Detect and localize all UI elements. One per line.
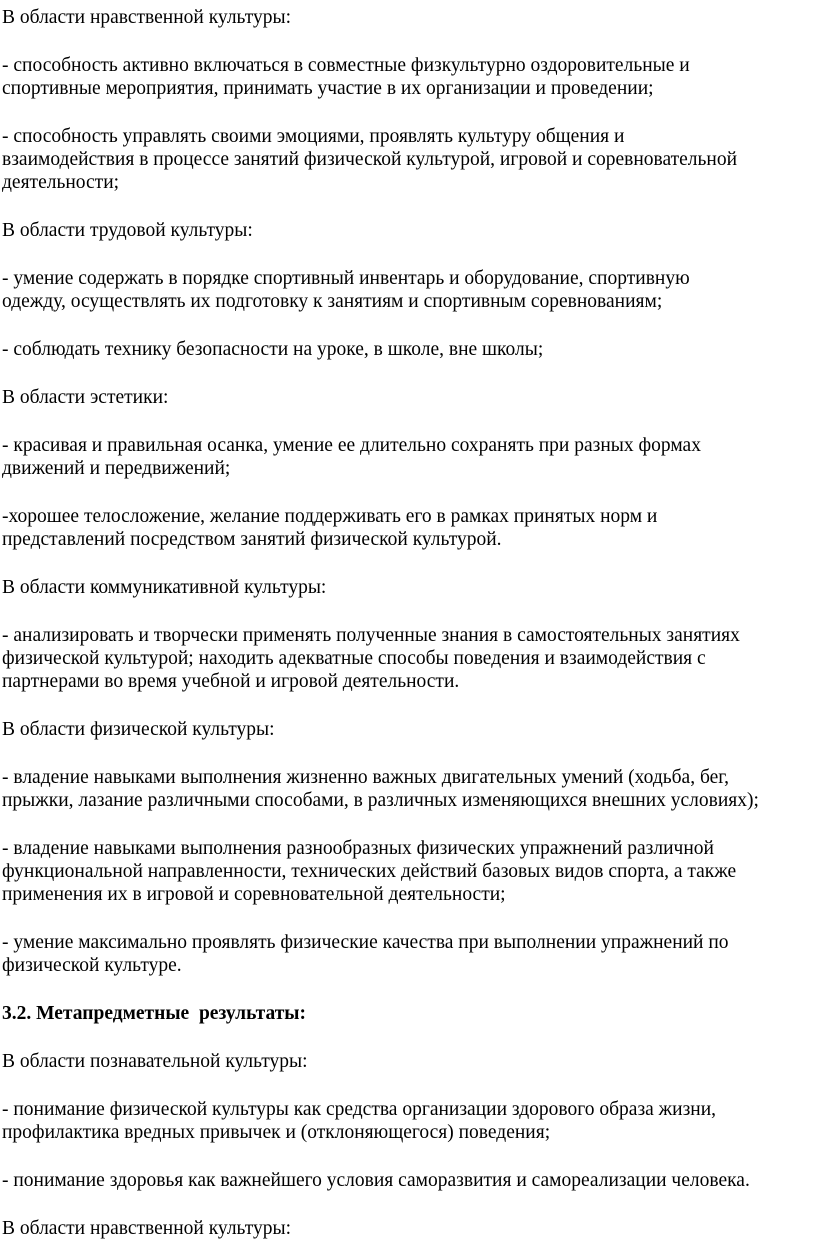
paragraph-cognitive-item-1: - понимание физической культуры как средства организации здорового образа жизни, профилактика вредных привычек и (отклоняющегося) поведения;	[2, 1099, 717, 1143]
paragraph-aesthetics-item-2: -хорошее телосложение, желание поддерживать его в рамках принятых норм и представлений посредством занятий физической культурой.	[2, 506, 658, 550]
paragraph-labor-item-1: - умение содержать в порядке спортивный инвентарь и оборудование, спортивную одежду, осуществлять их подготовку к занятиям и спортивным соревнованиям;	[2, 268, 690, 312]
paragraph-moral-culture-heading: В области нравственной культуры:	[2, 7, 291, 28]
paragraph-aesthetics-item-1: - красивая и правильная осанка, умение ее длительно сохранять при разных формах движений и передвижений;	[2, 435, 701, 479]
paragraph-physical-heading: В области физической культуры:	[2, 719, 275, 740]
paragraph-moral-item-2: - способность управлять своими эмоциями, проявлять культуру общения и взаимодействия в процессе занятий физической культурой, игровой и соревновательной деятельности;	[2, 126, 738, 193]
paragraph-communicative-heading: В области коммуникативной культуры:	[2, 577, 327, 598]
section-heading-metasubject-results: 3.2. Метапредметные результаты:	[2, 1003, 307, 1024]
paragraph-cognitive-item-2: - понимание здоровья как важнейшего условия саморазвития и самореализации человека.	[2, 1170, 750, 1191]
paragraph-communicative-item-1: - анализировать и творчески применять полученные знания в самостоятельных занятиях физической культурой; находить адекватные способы поведения и взаимодействия с партнерами во время учебной и игровой деятельности.	[2, 625, 740, 692]
paragraph-physical-item-3: - умение максимально проявлять физические качества при выполнении упражнений по физической культуре.	[2, 932, 729, 976]
paragraph-physical-item-1: - владение навыками выполнения жизненно важных двигательных умений (ходьба, бег, прыжки, лазание различными способами, в различных изменяющихся внешних условиях);	[2, 767, 759, 811]
paragraph-labor-culture-heading: В области трудовой культуры:	[2, 220, 253, 241]
paragraph-physical-item-2: - владение навыками выполнения разнообразных физических упражнений различной функциональной направленности, технических действий базовых видов спорта, а также применения их в игровой и соревновательной деятельности;	[2, 838, 737, 905]
paragraph-labor-item-2: - соблюдать технику безопасности на уроке, в школе, вне школы;	[2, 339, 544, 360]
paragraph-aesthetics-heading: В области эстетики:	[2, 387, 169, 408]
paragraph-cognitive-heading: В области познавательной культуры:	[2, 1051, 308, 1072]
paragraph-moral-culture-heading-2: В области нравственной культуры:	[2, 1218, 291, 1239]
paragraph-moral-item-1: - способность активно включаться в совместные физкультурно оздоровительные и спортивные мероприятия, принимать участие в их организации и проведении;	[2, 55, 690, 99]
